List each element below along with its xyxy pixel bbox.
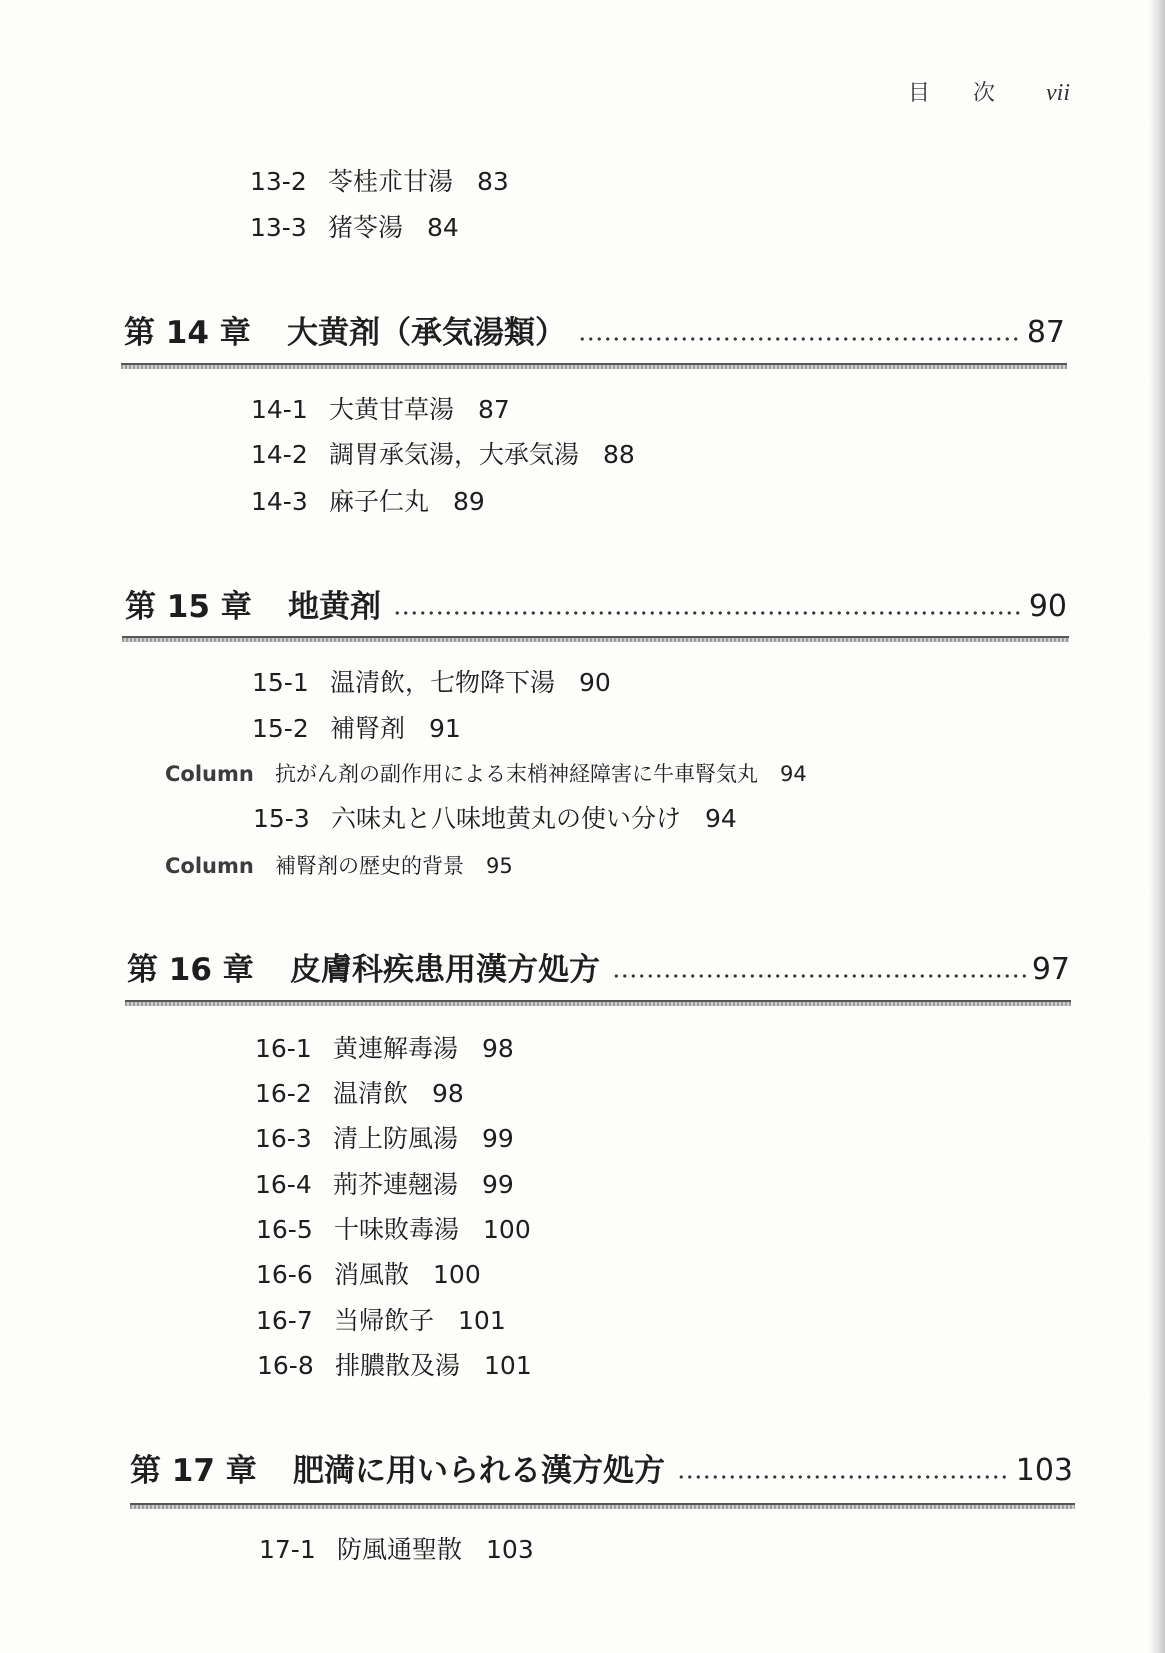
scan-edge-shadow [1149,0,1165,1653]
column-page: 95 [486,854,513,878]
entry-number: 16-4 [255,1170,312,1199]
entry-number: 13-3 [250,213,307,242]
chapter-page: 103 [1015,1453,1073,1488]
toc-entry [257,1351,532,1381]
toc-entry [256,1306,506,1336]
toc-entry [255,1124,514,1154]
chapter-label: 第 15 章 [125,589,252,625]
column-entry [165,760,807,788]
entry-page: 100 [433,1260,481,1289]
entry-title: 当帰飲子 [334,1306,435,1335]
entry-title: 六味丸と八味地黄丸の使い分け [331,804,682,833]
dot-leader [578,335,1021,343]
entry-title: 大黄甘草湯 [329,395,455,424]
chapter-title: 皮膚科疾患用漢方処方 [290,952,600,988]
entry-number: 14-3 [251,487,308,516]
toc-entry [256,1215,531,1245]
toc-entry [253,804,737,834]
chapter-rule [130,1503,1075,1509]
chapter-heading [125,588,1067,626]
chapter-heading [124,314,1065,352]
toc-entry [259,1535,534,1565]
column-label: Column [165,762,254,786]
entry-page: 94 [705,804,737,833]
entry-page: 98 [432,1079,464,1108]
entry-page: 98 [482,1034,514,1063]
chapter-title: 地黄剤 [288,589,381,625]
entry-number: 14-2 [251,440,308,469]
toc-entry [252,714,461,744]
entry-title: 麻子仁丸 [329,487,430,516]
toc-entry [250,213,459,243]
entry-number: 16-2 [255,1079,312,1108]
chapter-rule [121,363,1067,369]
entry-page: 83 [477,167,509,196]
entry-number: 16-3 [255,1124,312,1153]
chapter-rule [125,1000,1071,1006]
chapter-rule [122,636,1069,642]
entry-number: 16-8 [257,1351,314,1380]
entry-page: 100 [483,1215,531,1244]
entry-page: 88 [603,440,635,469]
entry-page: 103 [486,1535,534,1564]
chapter-label: 第 14 章 [124,315,251,351]
entry-title: 黄連解毒湯 [333,1034,459,1063]
chapter-page: 87 [1026,315,1065,350]
chapter-page: 90 [1028,589,1067,624]
entry-title: 防風通聖散 [337,1535,463,1564]
toc-entry [251,487,485,517]
header-title: 目 次 [908,81,1013,106]
toc-entry [255,1034,514,1064]
entry-title: 荊芥連翹湯 [333,1170,459,1199]
column-page: 94 [780,762,807,786]
chapter-page: 97 [1031,952,1070,987]
chapter-title: 肥満に用いられる漢方処方 [293,1453,665,1489]
entry-title: 清上防風湯 [333,1124,459,1153]
entry-page: 101 [458,1306,506,1335]
entry-number: 16-6 [256,1260,313,1289]
entry-number: 16-1 [255,1034,312,1063]
entry-page: 87 [478,395,510,424]
column-entry [165,852,513,880]
chapter-label: 第 17 章 [130,1453,257,1489]
chapter-label: 第 16 章 [127,952,254,988]
entry-number: 13-2 [250,167,307,196]
dot-leader [393,609,1023,617]
toc-entry [251,395,510,425]
column-label: Column [165,854,254,878]
column-title: 補腎剤の歴史的背景 [275,854,464,878]
entry-number: 16-7 [256,1306,313,1335]
entry-page: 90 [579,668,611,697]
entry-title: 温清飲，七物降下湯 [330,668,556,697]
entry-title: 十味敗毒湯 [334,1215,460,1244]
entry-number: 15-3 [253,804,310,833]
toc-entry [250,167,509,197]
column-title: 抗がん剤の副作用による末梢神経障害に牛車腎気丸 [275,762,758,786]
dot-leader [677,1473,1010,1481]
entry-title: 苓桂朮甘湯 [328,167,454,196]
entry-number: 16-5 [256,1215,313,1244]
entry-title: 消風散 [334,1260,410,1289]
entry-page: 101 [484,1351,532,1380]
chapter-title: 大黄剤（承気湯類） [287,315,566,351]
entry-number: 17-1 [259,1535,316,1564]
entry-number: 14-1 [251,395,308,424]
entry-number: 15-1 [252,668,309,697]
entry-page: 99 [482,1170,514,1199]
entry-page: 84 [427,213,459,242]
toc-entry [251,440,635,470]
toc-entry [252,668,611,698]
entry-number: 15-2 [252,714,309,743]
header-page-number: vii [1046,80,1070,106]
chapter-heading [127,951,1070,989]
dot-leader [612,972,1026,980]
entry-page: 99 [482,1124,514,1153]
toc-entry [256,1260,481,1290]
toc-entry [255,1170,514,1200]
entry-page: 91 [429,714,461,743]
entry-title: 猪苓湯 [328,213,404,242]
entry-title: 温清飲 [333,1079,409,1108]
entry-page: 89 [453,487,485,516]
entry-title: 調胃承気湯，大承気湯 [329,440,580,469]
running-header [908,79,1070,108]
chapter-heading [130,1452,1073,1490]
toc-entry [255,1079,464,1109]
entry-title: 補腎剤 [330,714,406,743]
entry-title: 排膿散及湯 [335,1351,461,1380]
